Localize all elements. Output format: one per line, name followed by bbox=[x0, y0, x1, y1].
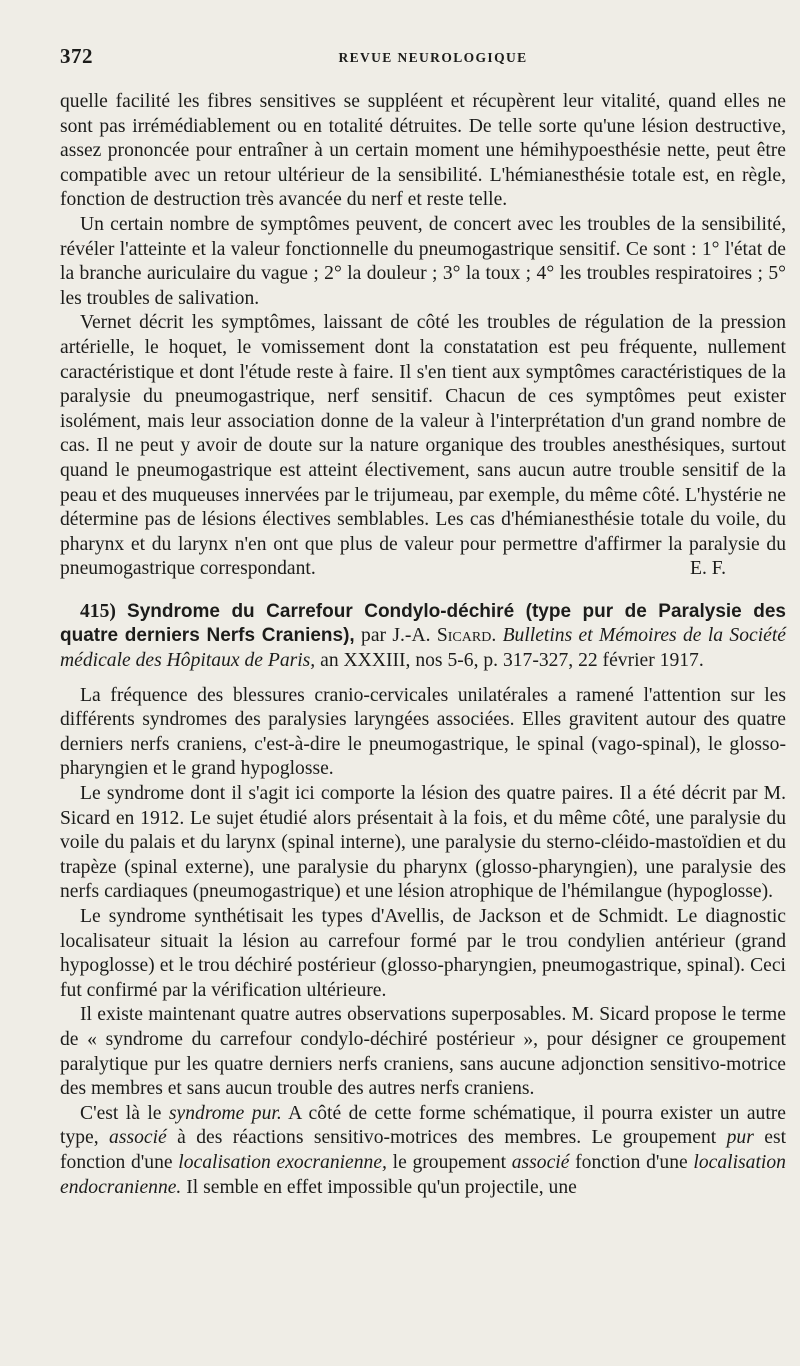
paragraph-text: Vernet décrit les symptômes, laissant de côté les troubles de régulation de la pression artérielle, le hoquet, le vomissement dont la constatation est peu fréquente, nullement caractéristique et dont l'étude reste à faire. Il s'en tient aux symptômes caractéristiques de la paralysie du pneumogastrique, nerf sensitif. Chacun de ces symptômes peut exister isolément, mais leur association donne de la valeur à l'interprétation d'un grand nombre de cas. Il ne peut y avoir de doute sur la nature organique des troubles anesthésiques, surtout quand le pneumogastrique est atteint électivement, sans aucun autre trouble sensitif de la peau et des muqueuses innervées par le trijumeau, par exemple, du même côté. L'hystérie ne détermine pas de lésions électives semblables. Les cas d'hémianesthésie totale du voile, du pharynx et du larynx n'en ont que plus de valeur pour permettre d'affirmer la paralysie du pneumogastrique correspondant. bbox=[60, 312, 786, 580]
text-run: à des réactions sensitivo-motrices des membres. Le groupement bbox=[177, 1127, 717, 1149]
paragraph bbox=[60, 311, 786, 582]
entry-source: Bulletins et Mémoires de la Société médicale des Hôpitaux de Paris, bbox=[60, 625, 786, 672]
review-entry bbox=[60, 600, 786, 1200]
article-body bbox=[60, 90, 786, 1200]
text-run: Il semble en effet impossible qu'un projectile, une bbox=[186, 1176, 577, 1198]
paragraph: Le syndrome synthétisait les types d'Avellis, de Jackson et de Schmidt. Le diagnostic localisateur situait la lésion au carrefour formé par le trou condylien antérieur (grand hypoglosse) et le trou déchiré postérieur (glosso-pharyngien, pneumogastrique, spinal). Ceci fut confirmé par la vérification ultérieure. bbox=[60, 906, 786, 1001]
text-run: fonction d'une bbox=[575, 1151, 688, 1173]
emphasis: associé bbox=[511, 1151, 570, 1173]
emphasis: localisation endocranienne. bbox=[60, 1151, 786, 1198]
emphasis: localisation exocranienne, bbox=[178, 1151, 387, 1173]
author-initials: E. F. bbox=[690, 558, 726, 580]
page-number: 372 bbox=[60, 44, 93, 68]
running-head bbox=[60, 44, 786, 78]
paragraph: La fréquence des blessures cranio-cervicales unilatérales a ramené l'attention sur les différents syndromes des paralysies laryngées associées. Elles gravitent autour des quatre derniers nerfs craniens, c'est-à-dire le pneumogastrique, le spinal (vago-spinal), le glosso-pharyngien et le grand hypoglosse. bbox=[60, 684, 786, 780]
text-run: A côté de cette forme schématique, il pourra exister un autre type, bbox=[60, 1102, 786, 1149]
entry-heading bbox=[60, 600, 786, 674]
entry-author: Sicard. bbox=[436, 625, 497, 647]
entry-title: Syndrome du Carrefour Condylo-déchiré (type pur de Paralysie des quatre derniers Nerfs Craniens), bbox=[60, 600, 786, 647]
paragraph: Un certain nombre de symptômes peuvent, de concert avec les troubles de la sensibilité, révéler l'atteinte et la valeur fonctionnelle du pneumogastrique sensitif. Ce sont : 1° l'état de la branche auriculaire du vague ; 2° la douleur ; 3° la toux ; 4° les troubles respiratoires ; 5° les troubles de salivation. bbox=[60, 213, 786, 309]
text-run: C'est là le bbox=[80, 1102, 162, 1124]
entry-number: 415) bbox=[80, 600, 116, 622]
entry-citation: an XXXIII, nos 5-6, p. 317-327, 22 février 1917. bbox=[320, 650, 704, 672]
text-run: est fonction d'une bbox=[60, 1127, 787, 1173]
paragraph: Il existe maintenant quatre autres observations superposables. M. Sicard propose le terme de « syndrome du carrefour condylo-déchiré postérieur », pour désigner ce groupement paralytique pur les quatre derniers nerfs craniens, sans aucune adjonction sensitivo-motrice des membres et sans aucun trouble des autres nerfs craniens. bbox=[60, 1004, 786, 1100]
emphasis: syndrome pur. bbox=[168, 1102, 282, 1124]
paragraph bbox=[60, 1102, 786, 1200]
journal-title: REVUE NEUROLOGIQUE bbox=[338, 50, 528, 65]
text-run: le groupement bbox=[392, 1151, 507, 1173]
emphasis: associé bbox=[109, 1127, 167, 1149]
paragraph: quelle facilité les fibres sensitives se suppléent et récupèrent leur vitalité, quand elles ne sont pas irrémédiablement ou en totalité détruites. De telle sorte qu'une lésion destructive, assez prononcée pour entraîner à un certain moment une hémihypoesthésie nette, peut être compatible avec un retour ultérieur de la sensibilité. L'hémianesthésie totale est, en règle, fonction de destruction très avancée du nerf et reste telle. bbox=[60, 91, 786, 211]
paragraph: Le syndrome dont il s'agit ici comporte la lésion des quatre paires. Il a été décrit par M. Sicard en 1912. Le sujet étudié alors présentait à la fois, et du même côté, une paralysie du voile du palais et du larynx (spinal interne), une paralysie du sterno-cléido-mastoïdien et du trapèze (spinal externe), une paralysie du pharynx (glosso-pharyngien), une paralysie des nerfs cardiaques (pneumogastrique) et une lésion atrophique de l'hémilangue (hypoglosse). bbox=[60, 783, 786, 903]
entry-by: par J.-A. bbox=[361, 625, 431, 647]
emphasis: pur bbox=[726, 1127, 754, 1149]
